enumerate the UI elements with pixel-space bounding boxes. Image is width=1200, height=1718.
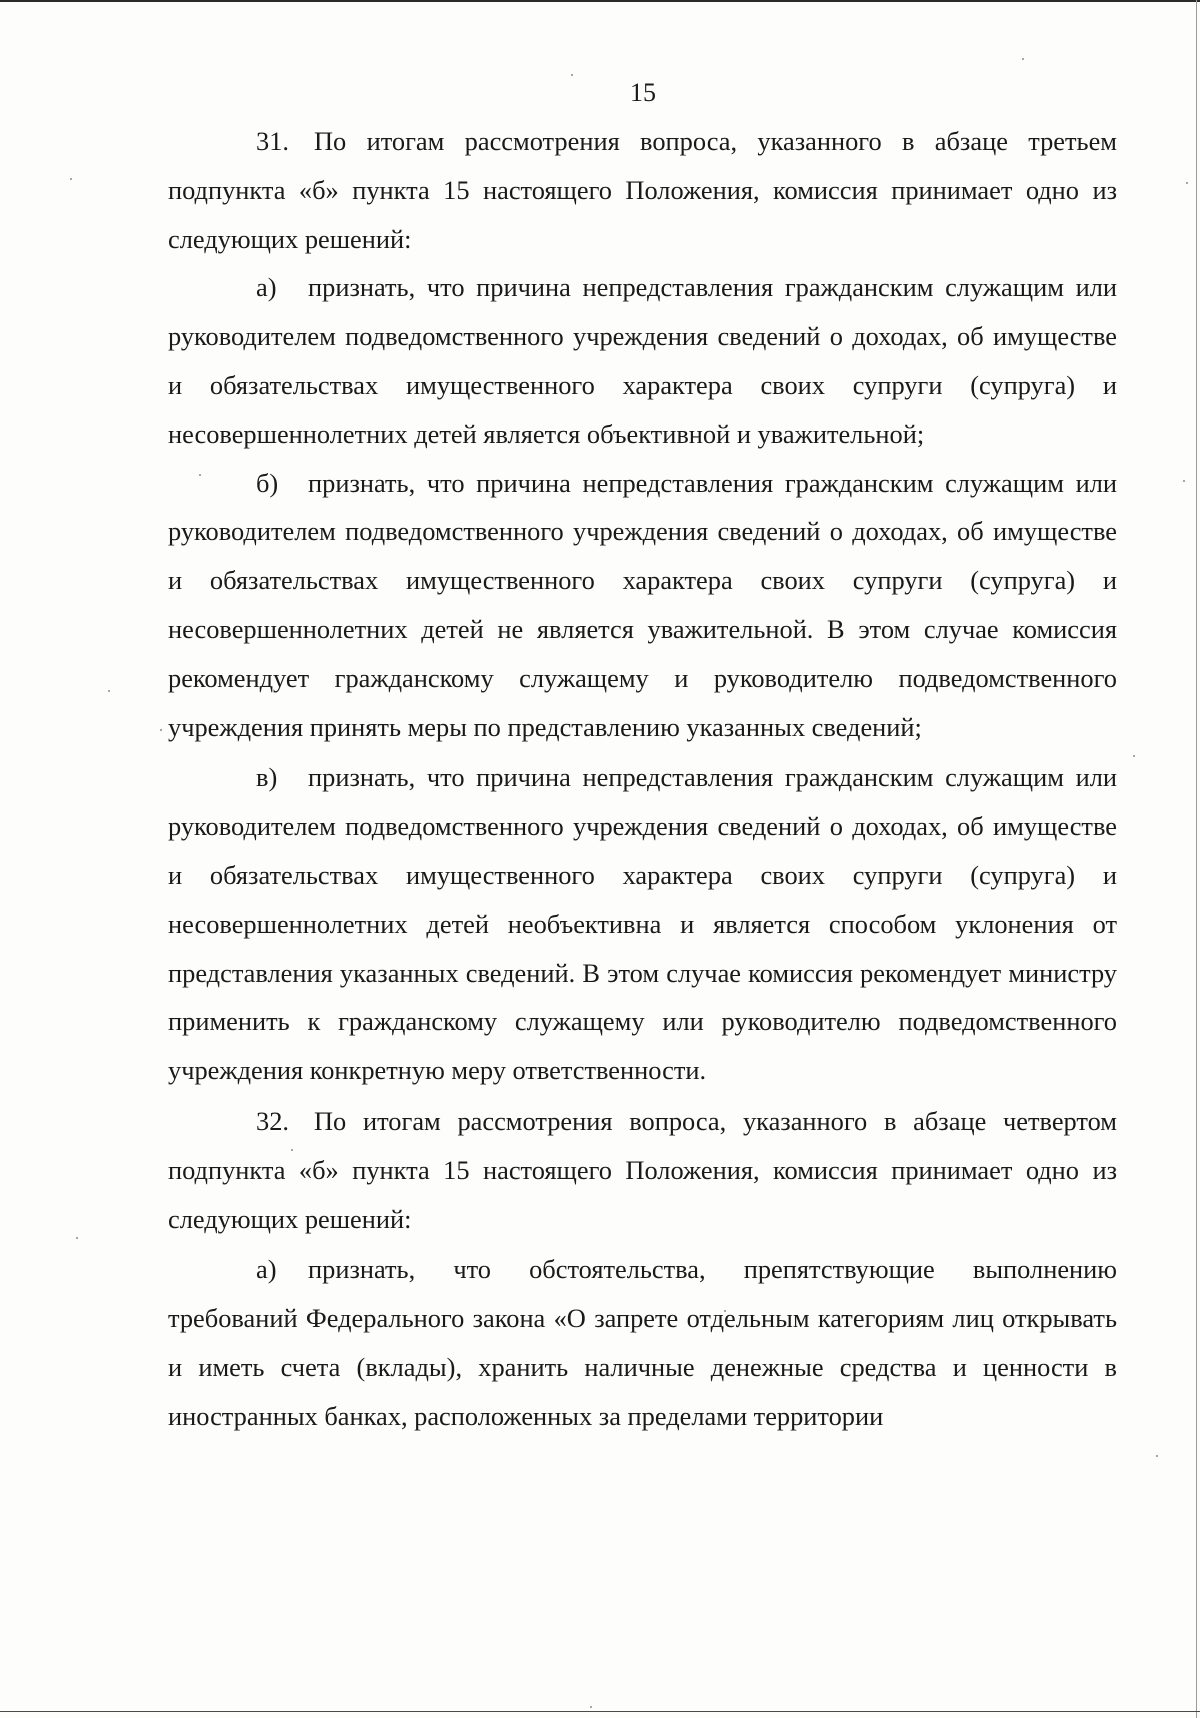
paragraph-31-a (168, 263, 1117, 458)
paragraph-text: признать, что причина непредставления гражданским служащим или руководителем подведомственного учреждения сведений о доходах, об имуществе и обязательствах имущественного характера своих супруги (супруга) и несовершеннолетних детей является объективной и уважительной; (168, 272, 1117, 449)
paragraph-text: признать, что причина непредставления гражданским служащим или руководителем подведомственного учреждения сведений о доходах, об имуществе и обязательствах имущественного характера своих супруги (супруга) и несовершеннолетних детей необъективна и является способом уклонения от представления указанных сведений. В этом случае комиссия рекомендует министру применить к гражданскому служащему или руководителю подведомственного учреждения конкретную меру ответственности. (168, 762, 1117, 1086)
paragraph-text: По итогам рассмотрения вопроса, указанного в абзаце третьем подпункта «б» пункта 15 настоящего Положения, комиссия принимает одно из следующих решений: (168, 126, 1117, 254)
paragraph-number: 31. (256, 126, 289, 156)
scan-right-edge (1196, 0, 1197, 1718)
document-body (168, 117, 1117, 1441)
paragraph-31 (168, 117, 1117, 263)
scan-speck (76, 1237, 78, 1239)
scan-speck (590, 1706, 592, 1708)
paragraph-text: признать, что обстоятельства, препятствующие выполнению требований Федерального закона «О запрете отдельным категориям лиц открывать и иметь счета (вклады), хранить наличные денежные средства и ценности в иностранных банках, расположенных за пределами территории (168, 1254, 1117, 1431)
scan-top-edge (0, 0, 1200, 2)
scan-speck (70, 178, 72, 180)
paragraph-32-a (168, 1245, 1117, 1440)
list-marker: б) (256, 467, 279, 498)
page-number: 15 (630, 78, 656, 107)
scan-speck (160, 729, 162, 731)
scan-speck (1133, 755, 1135, 757)
paragraph-31-b (168, 459, 1117, 752)
list-marker: в) (256, 762, 278, 793)
list-marker: а) (256, 1254, 277, 1285)
paragraph-31-v (168, 753, 1117, 1095)
scan-speck (571, 74, 573, 76)
list-marker: а) (256, 272, 277, 303)
paragraph-32 (168, 1097, 1117, 1243)
scan-speck (1022, 58, 1024, 60)
scan-bottom-edge (0, 1711, 1200, 1712)
paragraph-text: признать, что причина непредставления гражданским служащим или руководителем подведомственного учреждения сведений о доходах, об имуществе и обязательствах имущественного характера своих супруги (супруга) и несовершеннолетних детей не является уважительной. В этом случае комиссия рекомендует гражданскому служащему и руководителю подведомственного учреждения принять меры по представлению указанных сведений; (168, 467, 1117, 742)
scan-speck (1156, 1455, 1158, 1457)
paragraph-number: 32. (256, 1105, 289, 1136)
scan-speck (1186, 182, 1188, 184)
paragraph-text: По итогам рассмотрения вопроса, указанного в абзаце четвертом подпункта «б» пункта 15 настоящего Положения, комиссия принимает одно из следующих решений: (168, 1105, 1117, 1234)
scan-speck (108, 690, 110, 692)
scan-speck (1183, 480, 1185, 482)
